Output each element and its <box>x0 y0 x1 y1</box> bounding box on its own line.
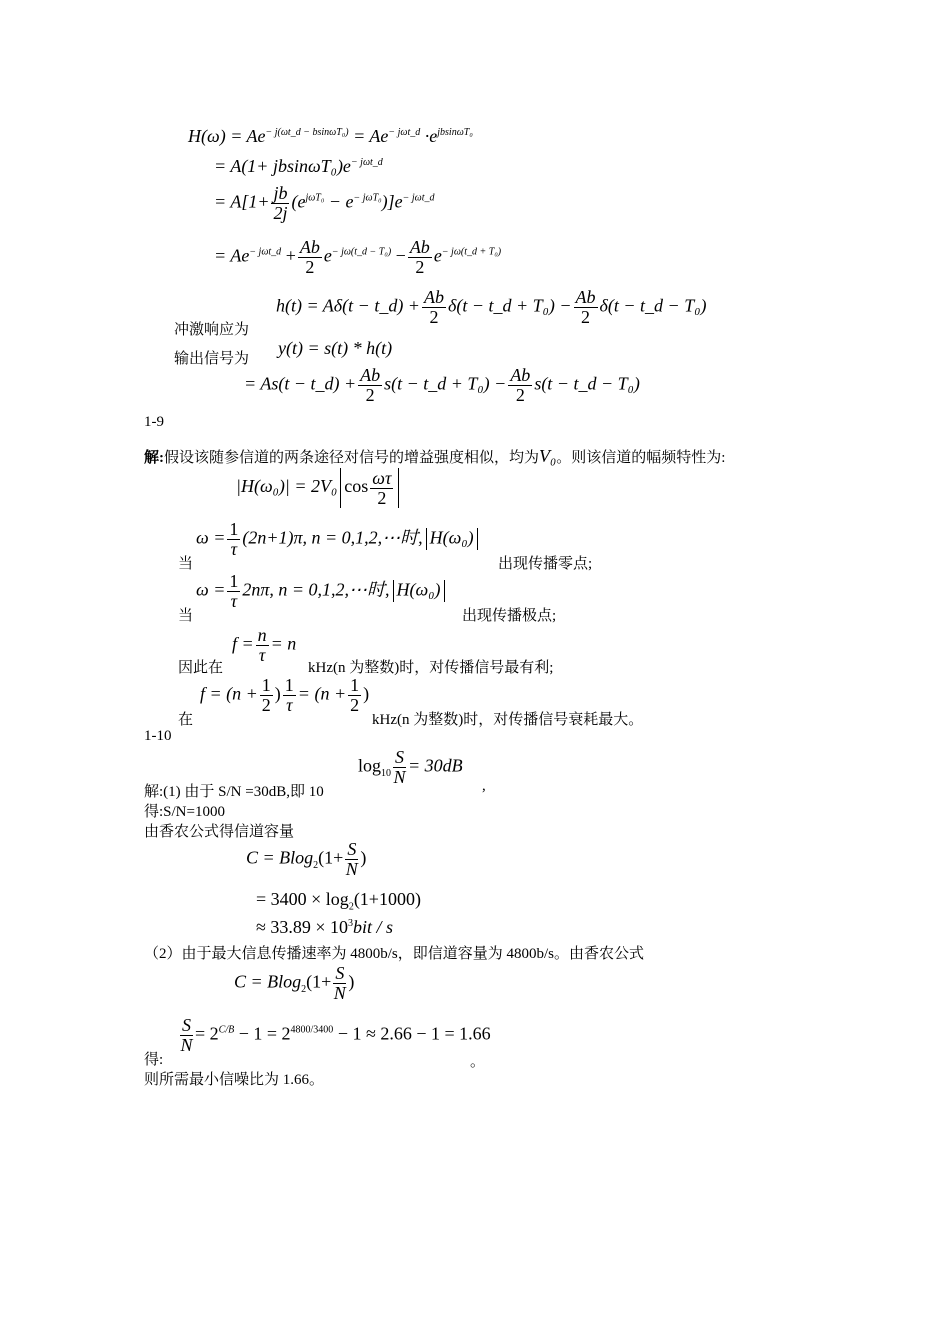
output-label: 输出信号为 <box>174 351 250 367</box>
eq-capacity-3 <box>256 917 393 938</box>
eq-sub: 10 <box>381 768 392 780</box>
part2-text: （2）由于最大信息传播速率为 4800b/s，即信道容量为 4800b/s。由香农公式 <box>144 946 645 962</box>
eq-text: = 30dB <box>408 755 463 776</box>
eq-sup: − jωt_d <box>350 157 383 168</box>
numerator: Ab <box>423 287 444 307</box>
fraction <box>283 676 296 715</box>
eq-text: h(t) = Aδ(t − t_d) + <box>276 295 420 316</box>
eq-capacity-1 <box>246 840 366 879</box>
eq-text: − e <box>324 191 354 212</box>
denominator: N <box>333 982 346 1003</box>
get1-text: 得:S/N=1000 <box>144 804 225 820</box>
eq-H-line3 <box>214 184 435 223</box>
when-label-2: 当 <box>178 608 194 624</box>
eq-text: )]e <box>381 191 403 212</box>
eq-amplitude <box>236 468 402 508</box>
eq-f-bad <box>200 676 369 715</box>
eq-text: = A(1+ jbsinωT₀)e <box>214 156 351 176</box>
eq-text: (1+1000) <box>353 889 421 909</box>
eq-text: (e <box>291 191 306 212</box>
sol1-text: 解:(1) 由于 S/N =30dB,即 10 <box>144 784 324 800</box>
eq-text: = A[1+ <box>214 191 270 212</box>
eq-log-snr <box>358 748 463 787</box>
fraction <box>370 469 393 508</box>
eq-text: ·e <box>420 126 438 146</box>
fraction <box>422 288 446 327</box>
eq-text: ω = <box>196 527 226 548</box>
fraction <box>333 964 346 1003</box>
fraction <box>358 366 382 405</box>
bad-text: kHz(n 为整数)时，对传播信号衰耗最大。 <box>372 712 644 728</box>
eq-text: |H(ω₀)| = 2V₀ <box>236 476 338 497</box>
eq-snr-min <box>178 1016 491 1055</box>
eq-text: δ(t − t_d − T₀) <box>599 295 707 316</box>
abs-bar <box>340 468 341 508</box>
paragraph-text: 。则该信道的幅频特性为: <box>556 450 726 466</box>
eq-text: f = (n + <box>200 683 258 704</box>
numerator: Ab <box>575 287 596 307</box>
numerator: 1 <box>350 675 360 695</box>
eq-sup: − jωt_d <box>388 127 421 138</box>
fraction <box>260 676 273 715</box>
eq-text: C = Blog <box>234 971 302 992</box>
denominator: τ <box>286 694 293 715</box>
numerator: 1 <box>229 571 239 591</box>
zero-text: 出现传播零点; <box>498 556 593 572</box>
eq-text: ω = <box>196 579 226 600</box>
p19-intro <box>144 446 725 467</box>
abs-bar <box>398 468 399 508</box>
abs-bar <box>444 580 445 602</box>
denominator: 2 <box>261 694 271 715</box>
denominator: 2 <box>415 256 425 277</box>
numerator: 1 <box>261 675 271 695</box>
log-comma: , <box>482 778 486 794</box>
fraction <box>348 676 361 715</box>
eq-text: cos <box>344 476 369 497</box>
eq-sup: − jωT₀ <box>353 192 382 204</box>
eq-text: − 1 = 2 <box>234 1023 291 1044</box>
eq-text: δ(t − t_d + T₀) − <box>447 295 572 316</box>
eq-sup: − jω(t_d + T₀) <box>441 246 502 258</box>
numerator: Ab <box>510 365 531 385</box>
problem-number-1-9: 1-9 <box>144 414 164 430</box>
denominator: τ <box>258 644 266 665</box>
when-label-1: 当 <box>178 556 194 572</box>
eq-sup: 3 <box>348 918 354 929</box>
shannon-text: 由香农公式得信道容量 <box>144 824 295 840</box>
eq-text: ) <box>363 683 370 704</box>
denominator: N <box>180 1034 193 1055</box>
eq-sup: jωT₀ <box>305 192 325 204</box>
eq-text: V₀ <box>539 446 557 466</box>
eq-text: = As(t − t_d) + <box>244 373 357 394</box>
eq-zero-condition <box>196 520 481 559</box>
eq-text: H(ω₀) <box>429 527 474 548</box>
eq-text: f = <box>232 633 254 654</box>
eq-text: (1+ <box>306 971 332 992</box>
numerator: Ab <box>299 237 320 257</box>
eq-sup: − j(ωt_d − bsinωT₀) <box>265 127 349 138</box>
eq-sup: C/B <box>218 1024 235 1036</box>
impulse-label: 冲激响应为 <box>174 322 250 338</box>
numerator: ωτ <box>372 467 392 488</box>
eq-text: + <box>281 245 296 266</box>
eq-text: e <box>433 245 442 266</box>
eq-text: log <box>358 755 382 776</box>
eq-text: = 2 <box>195 1023 219 1044</box>
eq-H-line2 <box>214 156 383 177</box>
denominator: 2 <box>377 487 387 508</box>
numerator: Ab <box>409 237 430 257</box>
numerator: 1 <box>229 519 239 539</box>
fraction <box>256 626 269 665</box>
get2-text: 得: <box>144 1052 164 1068</box>
eq-text: e <box>323 245 332 266</box>
denominator: 2 <box>581 306 591 327</box>
eq-text: ≈ 33.89 × 10 <box>256 917 349 937</box>
denominator: 2j <box>273 202 288 223</box>
eq-sup: 4800/3400 <box>290 1024 334 1036</box>
eq-text: = 3400 × log <box>256 889 349 909</box>
eq-text: = Ae <box>214 245 250 266</box>
numerator: jb <box>273 183 288 203</box>
numerator: S <box>347 839 357 859</box>
fraction <box>227 572 240 611</box>
paragraph-text: 假设该随参信道的两条途径对信号的增益强度相似，均为 <box>164 450 540 466</box>
eq-H-line1 <box>188 126 473 147</box>
fraction <box>345 840 358 879</box>
eq-text: ) <box>360 847 367 868</box>
eq-text: − <box>391 245 406 266</box>
eq-text: 2nπ, n = 0,1,2,⋯时, <box>242 579 390 600</box>
abs-bar <box>393 580 394 602</box>
denominator: τ <box>230 538 238 559</box>
fraction <box>393 748 406 787</box>
eq-text: H(ω) = Ae <box>188 126 266 146</box>
eq-text: s(t − t_d + T₀) − <box>384 373 507 394</box>
denominator: 2 <box>515 384 525 405</box>
final-text: 则所需最小信噪比为 1.66。 <box>144 1072 325 1088</box>
fraction <box>298 238 322 277</box>
fraction <box>574 288 598 327</box>
denominator: τ <box>230 590 238 611</box>
therefore-label: 因此在 <box>178 660 224 676</box>
fraction <box>508 366 532 405</box>
eq-output-1: y(t) = s(t) * h(t) <box>278 338 393 358</box>
problem-number-1-10: 1-10 <box>144 728 172 744</box>
eq-capacity-4 <box>234 964 354 1003</box>
denominator: N <box>345 858 358 879</box>
abs-bar <box>477 528 478 550</box>
eq-text: s(t − t_d − T₀) <box>534 373 640 394</box>
eq-sub: 2 <box>313 860 319 872</box>
eq-text: (1+ <box>318 847 344 868</box>
eq-f-good <box>232 626 296 665</box>
good-text: kHz(n 为整数)时，对传播信号最有利; <box>308 660 554 676</box>
eq-text: ) <box>274 683 281 704</box>
fraction <box>271 184 289 223</box>
eq-sup: − jωt_d <box>249 246 282 258</box>
eq-text: = Ae <box>348 126 389 146</box>
eq-sub: 2 <box>348 901 354 913</box>
denominator: N <box>393 766 406 787</box>
denominator: 2 <box>350 694 360 715</box>
eq-H-line4 <box>214 238 501 277</box>
fraction <box>180 1016 193 1055</box>
eq-text: ) <box>348 971 355 992</box>
eq-text: = (n + <box>297 683 347 704</box>
abs-bar <box>426 528 427 550</box>
eq-sup: − jωt_d <box>402 192 435 204</box>
denominator: 2 <box>429 306 439 327</box>
solution-label: 解: <box>144 450 164 466</box>
numerator: 1 <box>284 675 294 695</box>
at-label: 在 <box>178 712 194 728</box>
period-text: 。 <box>470 1054 486 1070</box>
numerator: Ab <box>360 365 381 385</box>
eq-text: H(ω₀) <box>396 579 441 600</box>
eq-sup: − jω(t_d − T₀) <box>331 246 392 258</box>
denominator: 2 <box>305 256 315 277</box>
eq-sub: 2 <box>301 984 307 996</box>
numerator: S <box>182 1015 191 1035</box>
numerator: S <box>335 963 345 983</box>
eq-text: bit / s <box>353 917 394 937</box>
eq-text: = n <box>270 633 297 654</box>
eq-pole-condition <box>196 572 448 611</box>
fraction <box>227 520 240 559</box>
eq-text: (2n+1)π, n = 0,1,2,⋯时, <box>242 527 423 548</box>
eq-capacity-2 <box>256 889 421 913</box>
eq-impulse <box>276 288 706 327</box>
pole-text: 出现传播极点; <box>462 608 557 624</box>
eq-output-2 <box>244 366 640 405</box>
fraction <box>408 238 432 277</box>
eq-sup: jbsinωT₀ <box>437 127 473 138</box>
numerator: n <box>257 625 267 645</box>
numerator: S <box>395 747 405 767</box>
denominator: 2 <box>365 384 375 405</box>
eq-text: C = Blog <box>246 847 314 868</box>
eq-text: − 1 ≈ 2.66 − 1 = 1.66 <box>333 1023 491 1044</box>
